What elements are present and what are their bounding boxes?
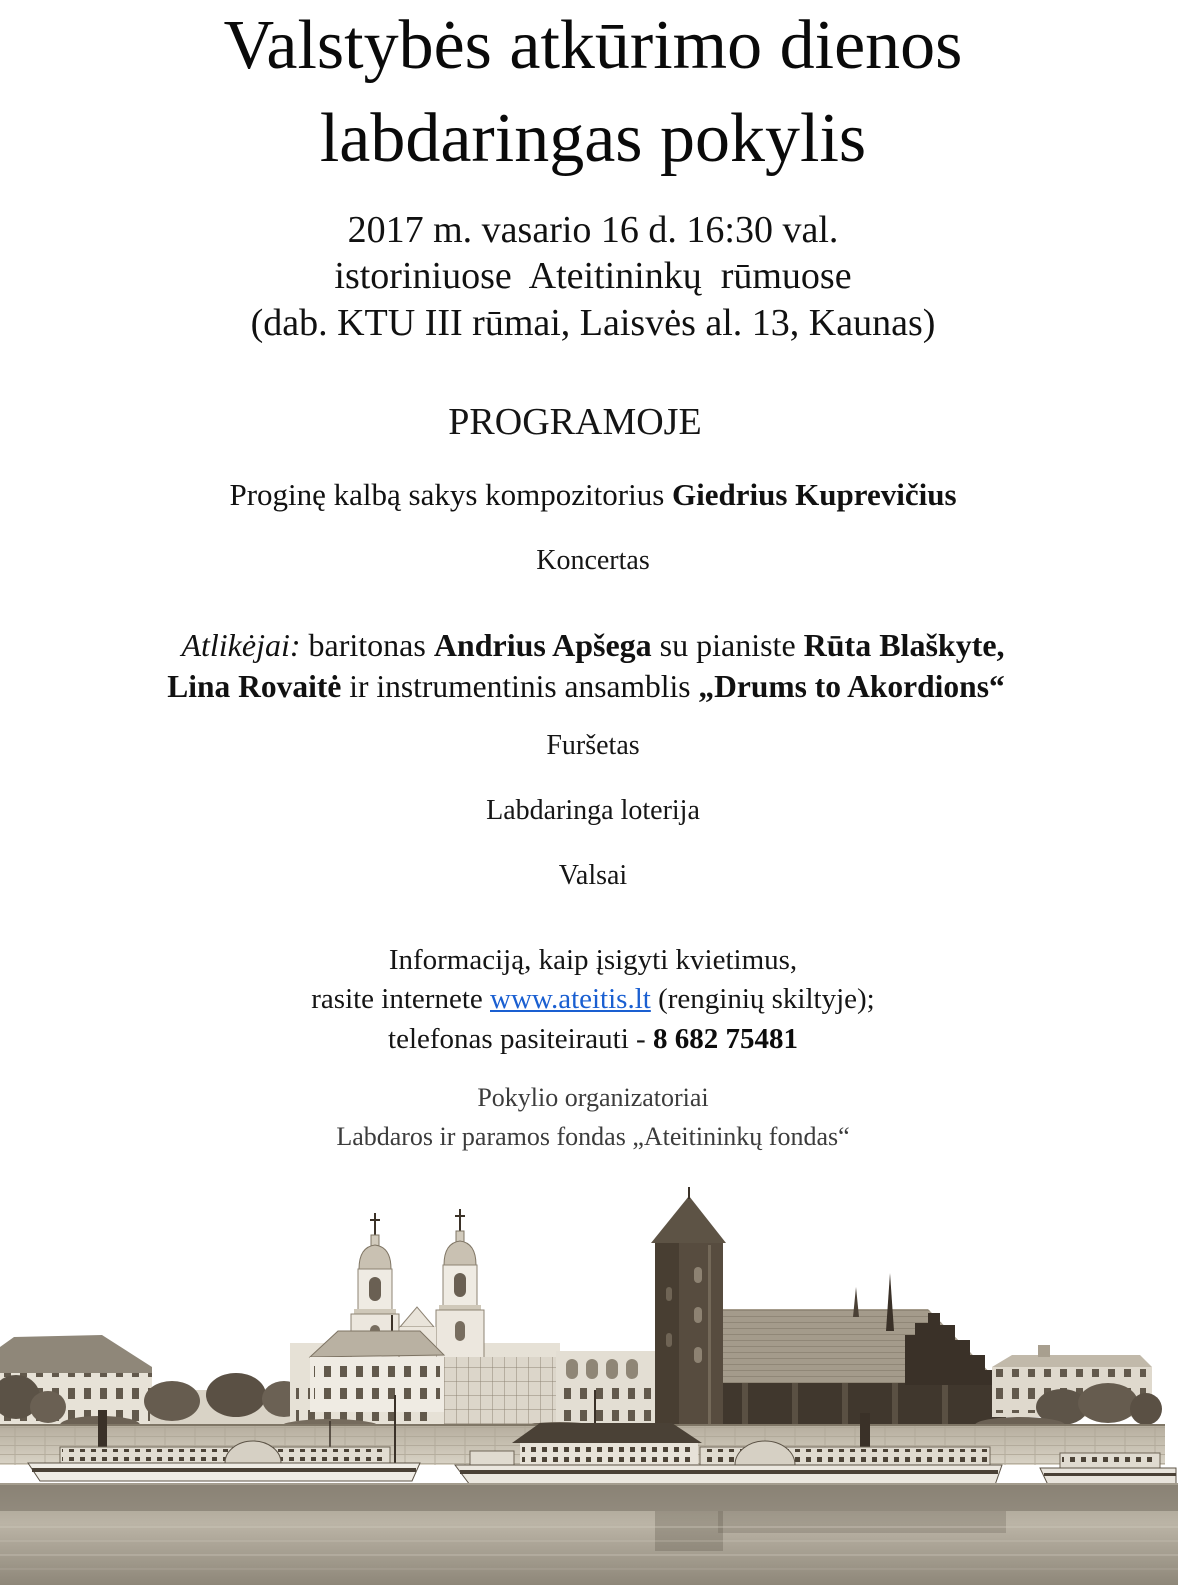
event-address: (dab. KTU III rūmai, Laisvės al. 13, Kaunas) — [250, 302, 936, 344]
program-concert: Koncertas — [536, 545, 650, 576]
poster-title-line-2: labdaringas pokylis — [319, 100, 867, 177]
program-heading: PROGRAMOJE — [448, 401, 702, 443]
website-prefix: rasite internete — [311, 983, 483, 1015]
steamboat-right — [1040, 1453, 1176, 1485]
website-link[interactable]: www.ateitis.lt — [490, 983, 651, 1015]
phone-info-line — [0, 1025, 1186, 1054]
performers-label: Atlikėjai: — [181, 627, 301, 663]
pianist-name-2: Lina Rovaitė — [167, 669, 342, 704]
baritone-name: Andrius Apšega — [433, 627, 652, 663]
organizers-label: Pokylio organizatoriai — [477, 1083, 709, 1112]
program-lottery: Labdaringa loterija — [486, 795, 700, 826]
program-waltzes: Valsai — [558, 860, 628, 891]
phone-number: 8 682 75481 — [652, 1023, 798, 1055]
ticket-info-line: Informaciją, kaip įsigyti kvietimus, — [388, 944, 798, 976]
website-suffix: (renginių skiltyje); — [658, 983, 875, 1015]
organizers-name: Labdaros ir paramos fondas „Ateitininkų fondas“ — [336, 1122, 850, 1151]
baritone-role: baritonas — [308, 627, 426, 663]
kaunas-old-town-riverside-photo — [0, 1185, 1180, 1585]
twin-tower-church — [290, 1209, 560, 1430]
website-info-line — [0, 985, 1186, 1014]
church-tower-right — [436, 1209, 484, 1362]
program-buffet: Furšetas — [546, 730, 640, 761]
performers-line-1 — [0, 629, 1186, 661]
speech-intro: Proginę kalbą sakys kompozitorius — [229, 477, 665, 512]
pianist-name-1: Rūta Blaškyte, — [803, 627, 1005, 663]
ensemble-role: ir instrumentinis ansamblis — [349, 669, 691, 704]
poster-title-line-1: Valstybės atkūrimo dienos — [223, 7, 963, 84]
pianist-role: su pianiste — [659, 627, 796, 663]
phone-label: telefonas pasiteirauti - — [388, 1023, 646, 1055]
right-buildings — [992, 1345, 1162, 1425]
ensemble-name: „Drums to Akordions“ — [698, 669, 1005, 704]
speech-speaker: Giedrius Kuprevičius — [672, 477, 957, 512]
arcade-building — [556, 1351, 656, 1429]
river-water — [0, 1483, 1178, 1585]
event-venue: istoriniuose Ateitininkų rūmuose — [334, 255, 852, 297]
event-date-time: 2017 m. vasario 16 d. 16:30 val. — [347, 209, 839, 251]
performers-line-2 — [0, 671, 1172, 703]
gothic-church-tower — [651, 1187, 726, 1445]
program-speech — [0, 479, 1186, 510]
